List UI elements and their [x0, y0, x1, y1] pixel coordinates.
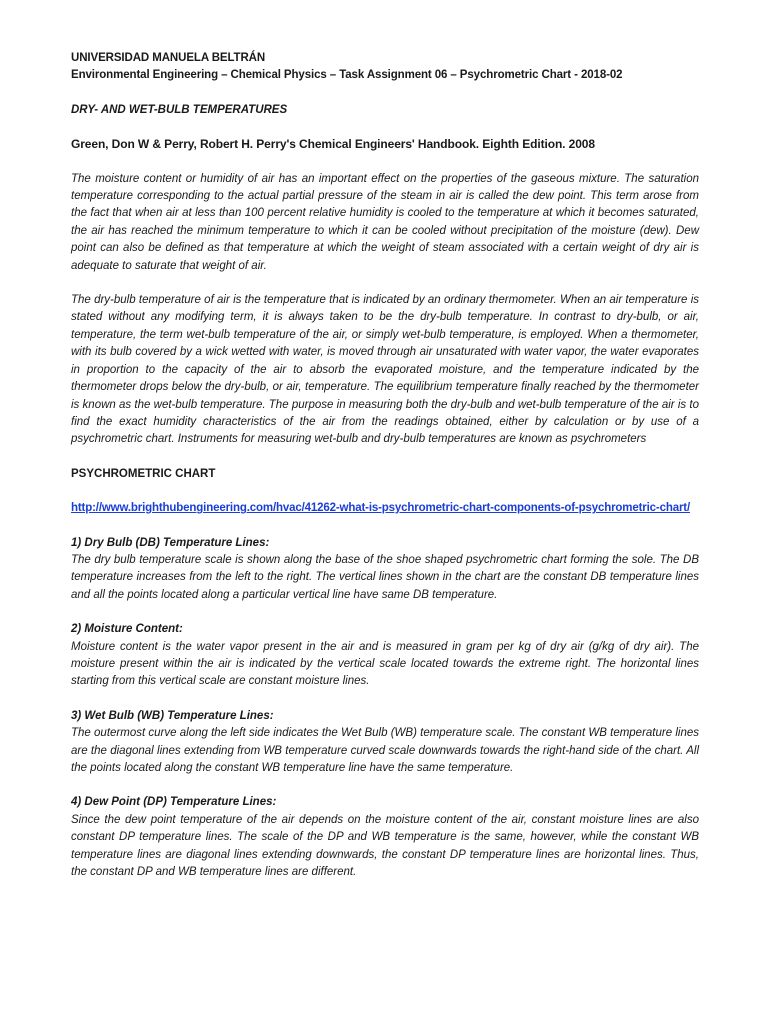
reference-link[interactable]: http://www.brighthubengineering.com/hvac/41262-what-is-psychrometric-chart-components-of-psychrometric-chart/: [71, 502, 691, 515]
course-line: Environmental Engineering – Chemical Physics – Task Assignment 06 – Psychrometric Chart - 2018-02: [71, 69, 623, 82]
item-wet-bulb: [71, 708, 699, 778]
item-heading: 4) Dew Point (DP) Temperature Lines:: [71, 796, 277, 809]
item-heading: 3) Wet Bulb (WB) Temperature Lines:: [71, 709, 274, 722]
reference-citation: Green, Don W & Perry, Robert H. Perry's Chemical Engineers' Handbook. Eighth Edition. 2008: [71, 137, 595, 152]
item-moisture-content: [71, 621, 699, 691]
paragraph-dew-point: The moisture content or humidity of air has an important effect on the properties of the gaseous mixture. The saturation temperature corresponding to the actual partial pressure of the steam in air is called the dew point. This term arose from the fact that when air at less than 100 percent relative humidity is cooled to the temperature at which it becomes saturated, the air has reached the minimum temperature to which it can be cooled without precipitation of the moisture (dew). Dew point can also be defined as that temperature at which the weight of steam associated with a certain weight of dry air is adequate to saturate that weight of air.: [71, 172, 699, 272]
chart-heading: PSYCHROMETRIC CHART: [71, 467, 216, 480]
institution-name: UNIVERSIDAD MANUELA BELTRÁN: [71, 52, 266, 64]
document-page: [71, 50, 699, 881]
item-body: The dry bulb temperature scale is shown along the base of the shoe shaped psychrometric chart forming the sole. The DB temperature increases from the left to the right. The vertical lines shown in the chart are the constant DB temperature lines and all the points located along a particular vertical line have same DB temperature.: [71, 553, 699, 601]
item-heading: 2) Moisture Content:: [71, 623, 183, 636]
item-dew-point: [71, 794, 699, 881]
item-body: Since the dew point temperature of the air depends on the moisture content of the air, constant moisture lines are also constant DP temperature lines. The scale of the DP and WB temperature is the same, however, while the constant WB temperature lines are diagonal lines extending downwards, the constant DP temperature lines are horizontal lines. Thus, the constant DP and WB temperature lines are different.: [71, 813, 699, 879]
item-body: Moisture content is the water vapor present in the air and is measured in gram per kg of dry air (g/kg of dry air). The moisture present within the air is indicated by the vertical scale located towards the extreme right. The horizontal lines starting from this vertical scale are constant moisture lines.: [71, 640, 699, 688]
item-heading: 1) Dry Bulb (DB) Temperature Lines:: [71, 536, 270, 549]
paragraph-dry-wet-bulb: The dry-bulb temperature of air is the temperature that is indicated by an ordinary thermometer. When an air temperature is stated without any modifying term, it is always taken to be the dry-bulb temperature. In contrast to dry-bulb, or air, temperature, the term wet-bulb temperature of the air, or simply wet-bulb temperature, is employed. When a thermometer, with its bulb covered by a wick wetted with water, is moved through air unsaturated with water vapor, the water evaporates in proportion to the capacity of the air to absorb the evaporated moisture, and the temperature indicated by the thermometer drops below the dry-bulb, or air, temperature. The equilibrium temperature finally reached by the thermometer is known as the wet-bulb temperature. The purpose in measuring both the dry-bulb and wet-bulb temperature of the air is to find the exact humidity characteristics of the air from the readings obtained, either by calculation or by use of a psychrometric chart. Instruments for measuring wet-bulb and dry-bulb temperatures are known as psychrometers: [71, 294, 699, 446]
item-dry-bulb: [71, 535, 699, 605]
item-body: The outermost curve along the left side indicates the Wet Bulb (WB) temperature scale. The constant WB temperature lines are the diagonal lines extending from WB temperature curved scale downwards towards the right-hand side of the chart. All the points located along the constant WB temperature line have the same temperature.: [71, 727, 699, 774]
section-title: DRY- AND WET-BULB TEMPERATURES: [71, 103, 288, 116]
